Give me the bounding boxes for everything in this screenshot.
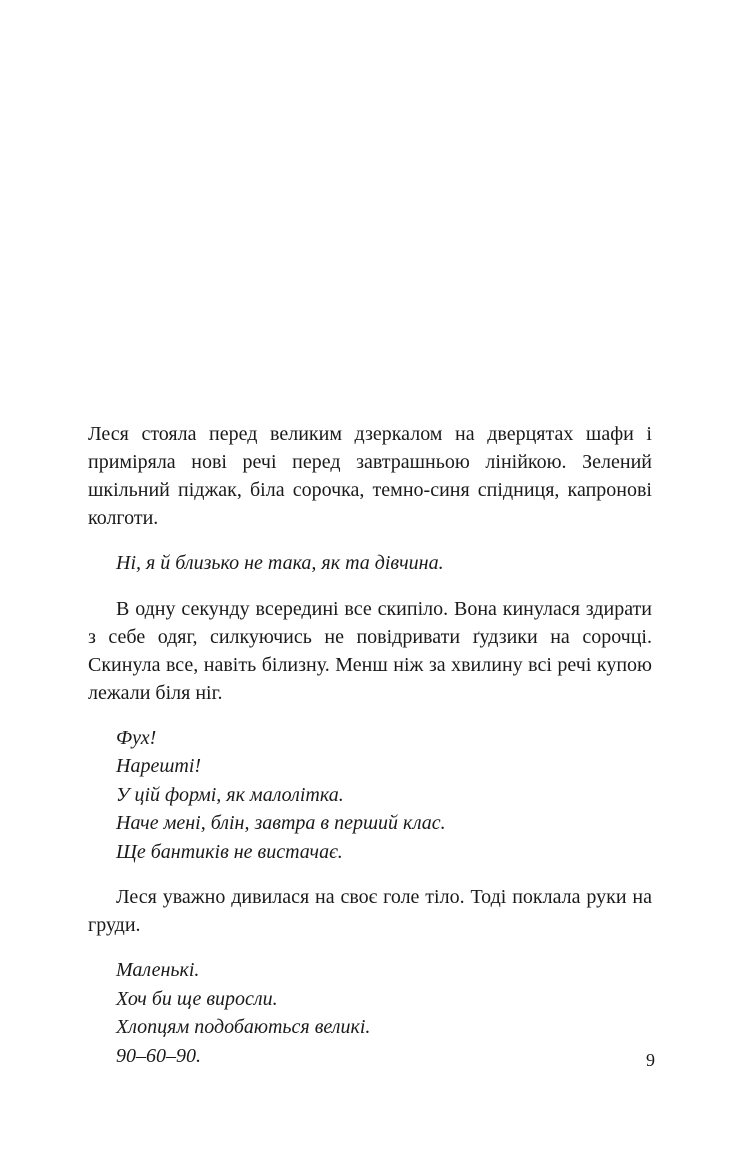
paragraph-1: Леся стояла перед великим дзеркалом на дверцятах шафи і приміряла нові речі перед завтрашньою лінійкою. Зелений шкільний піджак, біла сорочка, темно-синя спідниця, капронові колготи. (88, 423, 652, 529)
paragraph-3: Леся уважно дивилася на своє голе тіло. Тоді поклала руки на груди. (88, 886, 652, 936)
paragraph-2: В одну секунду всередині все скипіло. Вона кинулася здирати з себе одяг, силкуючись не повідривати ґудзики на сорочці. Скинула все, навіть білизну. Менш ніж за хвилину всі речі купою лежали біля ніг. (88, 597, 652, 704)
thought-line: 90–60–90. (116, 1044, 201, 1067)
thought-2 (88, 724, 652, 867)
thought-line: Хлопцям подобаються великі. (116, 1016, 371, 1038)
thought-3 (88, 956, 652, 1070)
thought-line: Нарешті! (116, 755, 202, 777)
thought-line: Ні, я й близько не така, як та дівчина. (116, 552, 444, 574)
thought-line: У цій формі, як малолітка. (116, 783, 344, 806)
page-number: 9 (646, 1050, 655, 1070)
thought-line: Фух! (116, 726, 157, 749)
thought-1 (88, 549, 652, 578)
thought-line: Наче мені, блін, завтра в перший клас. (116, 812, 446, 834)
thought-line: Хоч би ще виросли. (116, 987, 278, 1010)
thought-line: Маленькі. (116, 959, 200, 981)
body-text (88, 420, 652, 1087)
thought-line: Ще бантиків не вистачає. (116, 840, 343, 863)
